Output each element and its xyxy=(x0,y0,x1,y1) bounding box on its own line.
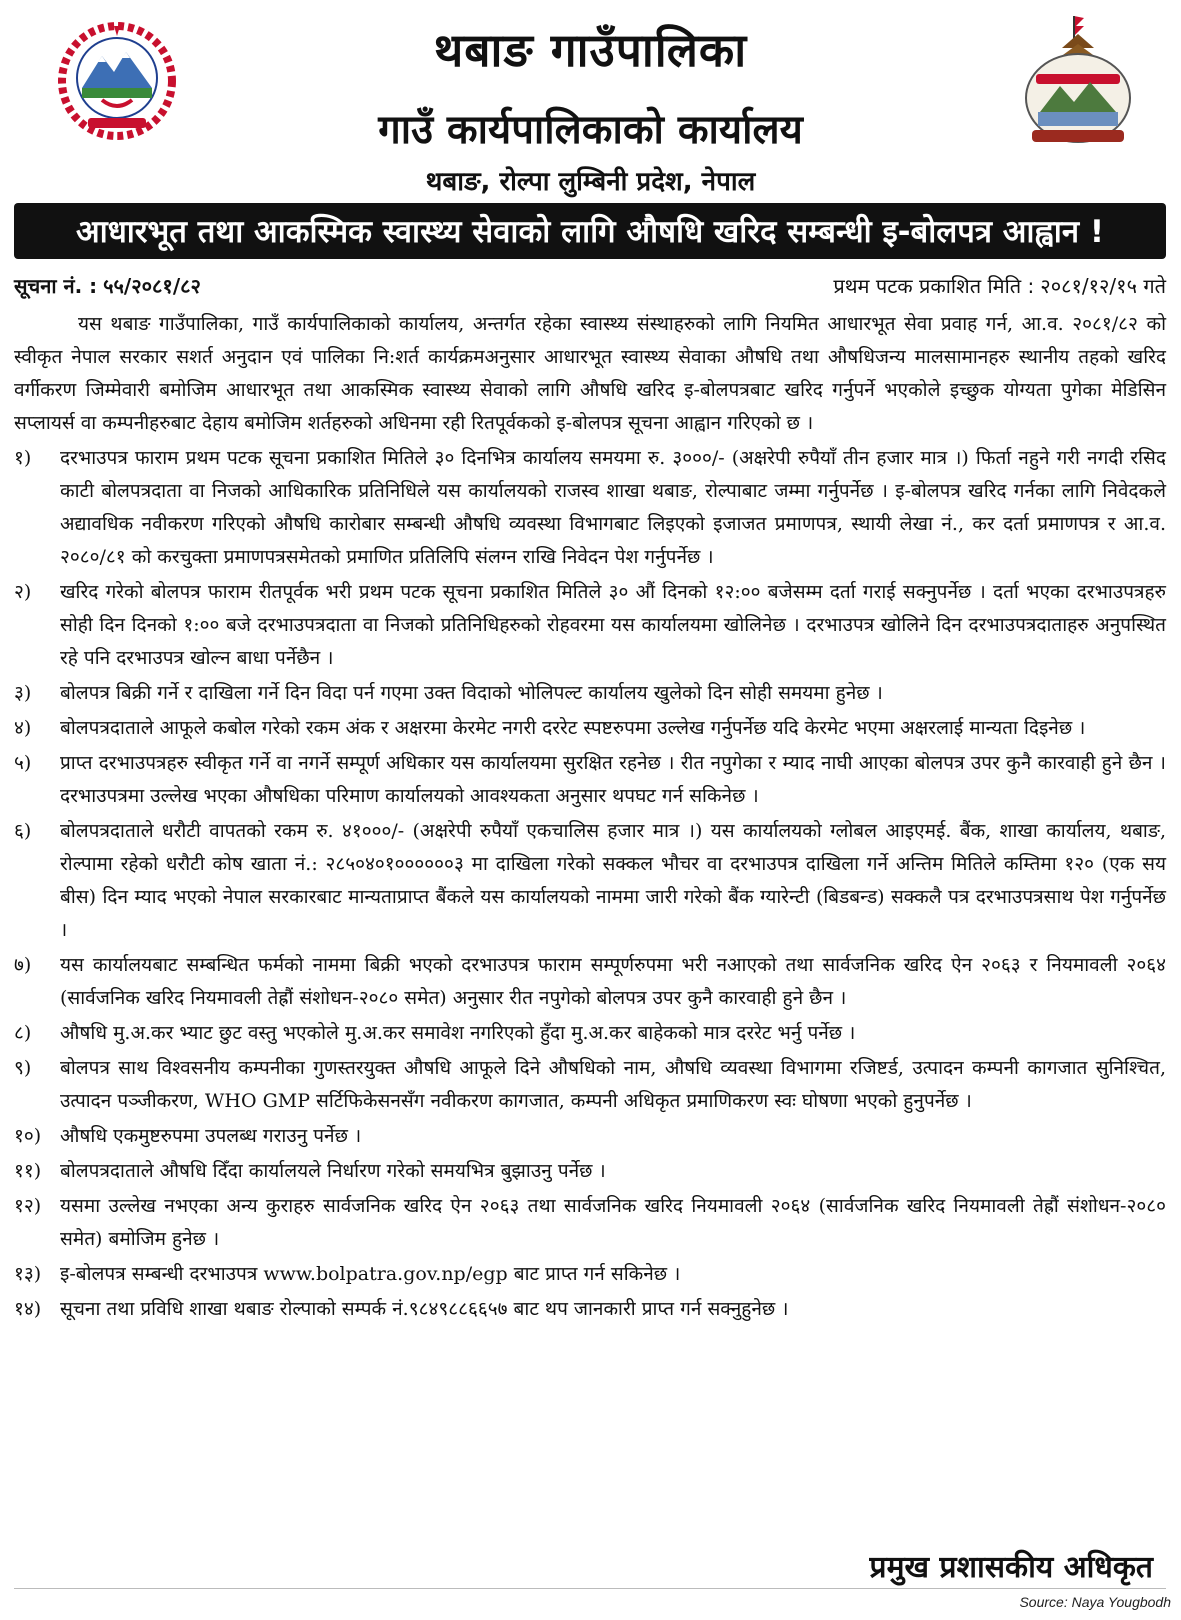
footer-divider xyxy=(14,1588,1166,1589)
clause-text: इ-बोलपत्र सम्बन्धी दरभाउपत्र www.bolpatra.gov.np/egp बाट प्राप्त गर्न सकिनेछ । xyxy=(60,1263,681,1285)
clause-text: यस कार्यालयबाट सम्बन्धित फर्मको नाममा बिक्री भएको दरभाउपत्र फाराम सम्पूर्णरुपमा भरी नआएको तथा सार्वजनिक खरिद ऐन २०६३ र नियमावली २०६४ (सार्वजनिक खरिद नियमावली तेह्रौं संशोधन-२०८० समेत) अनुसार रीत नपुगेको बोलपत्र उपर कुनै कारवाही हुने छैन । xyxy=(60,954,1166,1009)
clause-2 xyxy=(14,576,1166,675)
clause-number: १४) xyxy=(14,1298,42,1320)
clause-number: ९) xyxy=(14,1057,32,1079)
clause-9 xyxy=(14,1052,1166,1118)
published-date-label: प्रथम पटक प्रकाशित मिति : xyxy=(833,274,1035,298)
clause-number: ७) xyxy=(14,954,32,976)
clause-number: ६) xyxy=(14,820,32,842)
clause-4 xyxy=(14,712,1166,745)
clause-10 xyxy=(14,1120,1166,1153)
source-credit: Source: Naya Yougbodh xyxy=(1019,1594,1171,1610)
office-address: थबाङ, रोल्पा लुम्बिनी प्रदेश, नेपाल xyxy=(425,167,756,197)
notice-number-label: सूचना नं. : xyxy=(14,274,98,298)
intro-paragraph: यस थबाङ गाउँपालिका, गाउँ कार्यपालिकाको कार्यालय, अन्तर्गत रहेका स्वास्थ्य संस्थाहरुको लागि नियमित आधारभूत सेवा प्रवाह गर्न, आ.व. २०८१/८२ को स्वीकृत नेपाल सरकार सशर्त अनुदान एवं पालिका नि:शर्त कार्यक्रमअनुसार आधारभूत स्वास्थ्य सेवाका औषधि तथा औषधिजन्य मालसामानहरु स्थानीय तहको खरिद वर्गीकरण जिम्मेवारी बमोजिम आधारभूत तथा आकस्मिक स्वास्थ्य सेवाको लागि औषधि खरिद इ-बोलपत्रबाट खरिद गर्नुपर्ने भएकोले इच्छुक योग्यता पुगेका मेडिसिन सप्लायर्स वा कम्पनीहरुबाट देहाय बमोजिम शर्तहरुको अधिनमा रही रितपूर्वककाे इ-बोलपत्र सूचना आह्वान गरिएको छ । xyxy=(14,313,1166,434)
office-title: गाउँ कार्यपालिकाको कार्यालय xyxy=(378,107,803,153)
clause-text: बोलपत्रदाताले आफूले कबोल गरेको रकम अंक र अक्षरमा केरमेट नगरी दररेट स्पष्टरुपमा उल्लेख गर्नुपर्नेछ यदि केरमेट भएमा अक्षरलाई मान्यता दिइनेछ । xyxy=(60,717,1086,739)
clause-number: २) xyxy=(14,581,32,603)
clause-number: १) xyxy=(14,447,32,469)
notice-meta xyxy=(14,272,1166,299)
clause-number: ३) xyxy=(14,682,32,704)
clause-text: बोलपत्र साथ विश्वसनीय कम्पनीका गुणस्तरयुक्त औषधि आफूले दिने औषधिको नाम, औषधि व्यवस्था विभागमा रजिष्टर्ड, उत्पादन कम्पनी कागजात सुनिश्चित, उत्पादन पञ्जीकरण, WHO GMP सर्टिफिकेसनसँग नवीकरण कागजात, कम्पनी अधिकृत प्रमाणिकरण स्वः घोषणा भएको हुनुपर्नेछ । xyxy=(60,1057,1166,1112)
clause-14 xyxy=(14,1293,1166,1326)
clause-text: दरभाउपत्र फाराम प्रथम पटक सूचना प्रकाशित मितिले ३० दिनभित्र कार्यालय समयमा रु. ३०००/- (अक्षरेपी रुपैयाँ तीन हजार मात्र ।) फिर्ता नहुने गरी नगदी रसिद काटी बोलपत्रदाता वा निजको आधिकारिक प्रतिनिधिले यस कार्यालयको राजस्व शाखा थबाङ, रोल्पाबाट जम्मा गर्नुपर्नेछ । इ-बोलपत्र खरिद गर्नका लागि निवेदकले अद्यावधिक नवीकरण गरिएको औषधि कारोबार सम्बन्धी औषधि व्यवस्था विभागबाट लिइएको इजाजत प्रमाणपत्र, स्थायी लेखा नं., कर दर्ता प्रमाणपत्र र आ.व. २०८०/८१ को करचुक्ता प्रमाणपत्रसमेतको प्रमाणित प्रतिलिपि संलग्न राखि निवेदन पेश गर्नुपर्नेछ । xyxy=(60,447,1166,568)
clause-text: औषधि मु.अ.कर भ्याट छुट वस्तु भएकोले मु.अ.कर समावेश नगरिएको हुँदा मु.अ.कर बाहेकको मात्र दररेट भर्नु पर्नेछ । xyxy=(60,1022,856,1044)
clause-8 xyxy=(14,1017,1166,1050)
notice-number-value: ५५/२०८१/८२ xyxy=(103,274,201,298)
clause-text: यसमा उल्लेख नभएका अन्य कुराहरु सार्वजनिक खरिद ऐन २०६३ तथा सार्वजनिक खरिद नियमावली २०६४ (सार्वजनिक खरिद नियमावली तेह्रौं संशोधन-२०८० समेत) बमोजिम हुनेछ । xyxy=(60,1195,1166,1250)
published-date-value: २०८१/१२/१५ गते xyxy=(1040,274,1166,298)
clause-number: ४) xyxy=(14,717,32,739)
clause-number: ५) xyxy=(14,752,32,774)
clause-number: ८) xyxy=(14,1022,32,1044)
clause-13 xyxy=(14,1258,1166,1291)
clause-text: बोलपत्रदाताले औषधि दिँदा कार्यालयले निर्धारण गरेको समयभित्र बुझाउनु पर्नेछ । xyxy=(60,1160,606,1182)
clause-number: ११) xyxy=(14,1160,42,1182)
clause-12 xyxy=(14,1190,1166,1256)
clause-text: सूचना तथा प्रविधि शाखा थबाङ रोल्पाको सम्पर्क नं.९८४९८८६६५७ बाट थप जानकारी प्राप्त गर्न सक्नुहुनेछ । xyxy=(60,1298,789,1320)
clause-number: १०) xyxy=(14,1125,42,1147)
clause-7 xyxy=(14,949,1166,1015)
notice-banner: आधारभूत तथा आकस्मिक स्वास्थ्य सेवाको लागि औषधि खरिद सम्बन्धी इ-बोलपत्र आह्वान ! xyxy=(14,203,1166,259)
clause-text: बोलपत्रदाताले धरौटी वापतको रकम रु. ४१०००/- (अक्षरेपी रुपैयाँ एकचालिस हजार मात्र ।) यस कार्यालयको ग्लोबल आइएमई. बैंक, शाखा कार्यालय, थबाङ, रोल्पामा रहेको धरौटी कोष खाता नं.: २८५०४०१००००००३ मा दाखिला गरेको सक्कल भौचर वा दरभाउपत्र दाखिला गर्ने अन्तिम मितिले कम्तिमा १२० (एक सय बीस) दिन म्याद भएको नेपाल सरकारबाट मान्यताप्राप्त बैंकले यस कार्यालयको नाममा जारी गरेको बैंक ग्यारेन्टी (बिडबन्ड) सक्कलै पत्र दरभाउपत्रसाथ पेश गर्नुपर्नेछ । xyxy=(60,820,1166,941)
municipality-title: थबाङ गाउँपालिका xyxy=(433,23,748,77)
clause-text: औषधि एकमुष्टरुपमा उपलब्ध गराउनु पर्नेछ । xyxy=(60,1125,362,1147)
clause-3 xyxy=(14,677,1166,710)
clause-number: १३) xyxy=(14,1263,42,1285)
notice-body xyxy=(14,308,1166,1328)
published-date xyxy=(833,272,1166,299)
clause-number: १२) xyxy=(14,1195,42,1217)
clause-1 xyxy=(14,442,1166,574)
clause-text: बोलपत्र बिक्री गर्ने र दाखिला गर्ने दिन विदा पर्न गएमा उक्त विदाको भोलिपल्ट कार्यालय खुलेको दिन सोही समयमा हुनेछ । xyxy=(60,682,883,704)
clause-11 xyxy=(14,1155,1166,1188)
clause-5 xyxy=(14,747,1166,813)
clause-text: खरिद गरेको बोलपत्र फाराम रीतपूर्वक भरी प्रथम पटक सूचना प्रकाशित मितिले ३० औं दिनको १२:०० बजेसम्म दर्ता गराई सक्नुपर्नेछ । दर्ता भएका दरभाउपत्रहरु सोही दिन दिनको १:०० बजे दरभाउपत्रदाता वा निजको प्रतिनिधिहरुको रोहवरमा यस कार्यालयमा खोलिनेछ । दरभाउपत्र खोलिने दिन दरभाउपत्रदाताहरु अनुपस्थित रहे पनि दरभाउपत्र खोल्न बाधा पर्नेछैन । xyxy=(60,581,1166,669)
notice-number xyxy=(14,272,201,299)
clause-text: प्राप्त दरभाउपत्रहरु स्वीकृत गर्ने वा नगर्ने सम्पूर्ण अधिकार यस कार्यालयमा सुरक्षित रहनेछ । रीत नपुगेका र म्याद नाघी आएका बोलपत्र उपर कुनै कारवाही हुने छैन । दरभाउपत्रमा उल्लेख भएका औषधिका परिमाण कार्यालयको आवश्यकता अनुसार थपघट गर्न सकिनेछ । xyxy=(60,752,1166,807)
clause-6 xyxy=(14,815,1166,947)
signature-title: प्रमुख प्रशासकीय अधिकृत xyxy=(869,1550,1153,1585)
